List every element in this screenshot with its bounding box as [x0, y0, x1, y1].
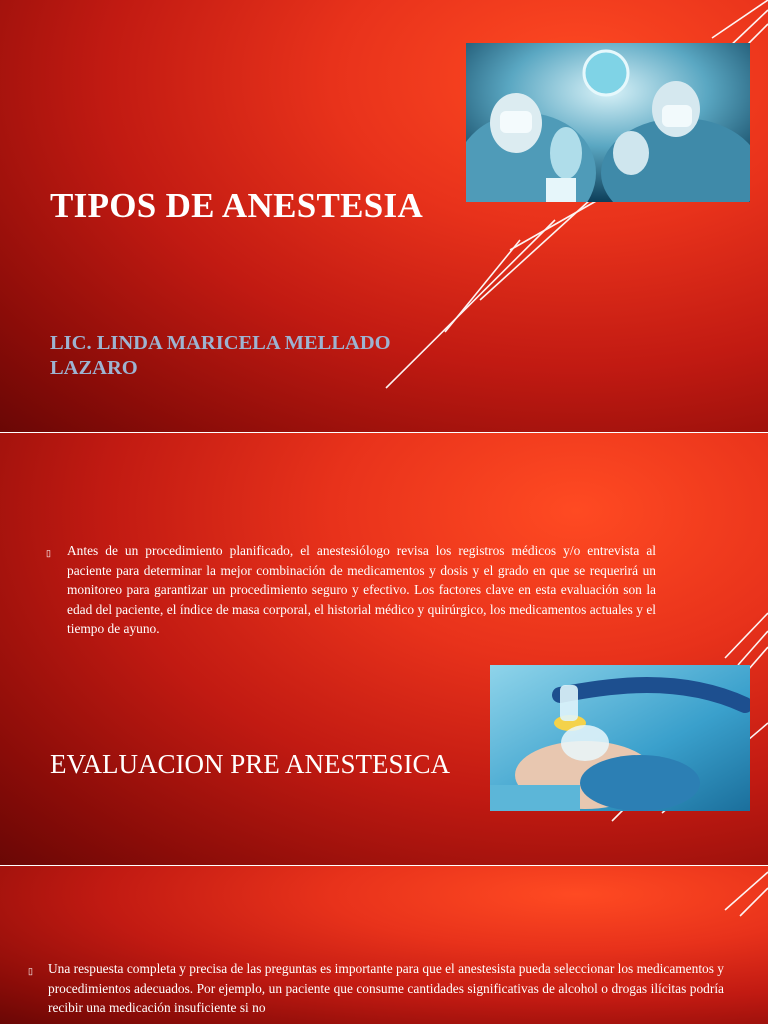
- presenter-name: LIC. LINDA MARICELA MELLADO LAZARO: [50, 332, 391, 379]
- slide-1: [0, 0, 768, 432]
- bullet-text: Una respuesta completa y precisa de las preguntas es importante para que el anestesista pueda seleccionar los medicamentos y procedimientos adecuados. Por ejemplo, un paciente que consume cantidades significativas de alcohol o drogas ilícitas podría recibir una medicación insuficiente si no: [48, 961, 724, 1016]
- slide-3: [0, 866, 768, 1024]
- bullet-text: Antes de un procedimiento planificado, el anestesiólogo revisa los registros médicos y/o entrevista al paciente para determinar la mejor combinación de medicamentos y dosis y el grado en que se requerirá un monitoreo para garantizar un procedimiento seguro y efectivo. Los factores clave en esta evaluación son la edad del paciente, el índice de masa corporal, el historial médico y quirúrgico, los medicamentos actuales y el tiempo de ayuno.: [67, 543, 656, 637]
- bullet-paragraph: [28, 959, 724, 1018]
- bullet-icon: ▯: [28, 966, 33, 976]
- slide-2: [0, 433, 768, 865]
- surgeons-photo: [466, 43, 750, 202]
- slide-title: TIPOS DE ANESTESIA: [50, 186, 424, 225]
- patient-oxygen-mask-photo: [490, 665, 750, 811]
- bullet-icon: ▯: [46, 548, 51, 558]
- bullet-paragraph: [46, 541, 656, 639]
- section-title: EVALUACION PRE ANESTESICA: [50, 749, 451, 779]
